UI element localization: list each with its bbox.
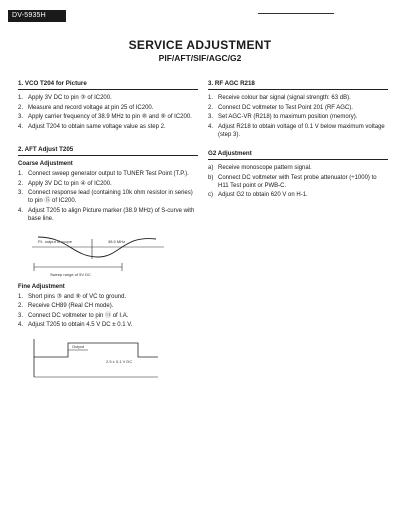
list-item (208, 113, 388, 121)
step-text: Adjust T204 to obtain same voltage value as step 2. (28, 123, 166, 130)
rf-agc-steps (208, 94, 388, 139)
step-number: 4. (18, 322, 24, 328)
list-item (208, 94, 388, 102)
step-text: Receive CH89 (Real CH mode). (28, 303, 114, 309)
step-text: Receive monoscope pattern signal. (218, 165, 312, 171)
fine-steps (18, 293, 198, 330)
fine-heading: Fine Adjustment (18, 283, 65, 290)
header-rule (258, 13, 334, 14)
step-text: Connect sweep generator output to TUNER Test Point (T.P.). (28, 171, 189, 177)
list-item (18, 113, 198, 121)
list-item (18, 123, 198, 131)
aft-heading: 2. AFT Adjust T205 (18, 146, 198, 156)
list-item (18, 312, 198, 320)
step-text: Apply 3V DC to pin ④ of IC200. (28, 180, 112, 187)
step-text: Apply carrier frequency of 38.9 MHz to pin ⑧ and ⑨ of IC200. (28, 114, 192, 120)
voltage-value: 2.5 ± 0.1 V DC (106, 359, 133, 364)
step-number: 4. (18, 207, 24, 214)
step-text: Apply 3V DC to pin ③ of IC200. (28, 95, 112, 101)
step-number: 2. (18, 104, 24, 111)
step-number: 3. (18, 312, 24, 319)
step-number: 2. (208, 104, 214, 111)
step-text: Measure and record voltage at pin 25 of IC200. (28, 104, 154, 111)
s-curve-figure (28, 229, 168, 279)
model-tag: DV-5935H (8, 10, 66, 22)
step-text: Receive colour bar signal (signal strength: 63 dB). (218, 95, 351, 101)
g2-steps (208, 164, 388, 199)
list-item (208, 123, 388, 139)
list-item (18, 94, 198, 102)
step-letter: a) (208, 165, 214, 171)
step-number: 1. (18, 171, 24, 177)
rf-agc-heading: 3. RF AGC R218 (208, 80, 388, 90)
step-text: Adjust T205 to obtain 4.5 V DC ± 0.1 V. (28, 322, 133, 328)
coarse-heading: Coarse Adjustment (18, 161, 73, 167)
right-column (208, 80, 388, 201)
list-item (18, 293, 198, 301)
step-number: 2. (18, 303, 24, 309)
vco-heading: 1. VCO T204 for Picture (18, 80, 198, 90)
list-item (18, 207, 198, 223)
coarse-steps (18, 170, 198, 223)
list-item (18, 104, 198, 112)
list-item (18, 189, 198, 205)
step-number: 1. (18, 95, 24, 101)
voltage-figure (28, 335, 168, 379)
step-number: 3. (18, 190, 24, 196)
scope-label: P.I. output of scope (38, 238, 72, 244)
list-item (208, 104, 388, 112)
left-column (18, 80, 198, 383)
output-label: Output (72, 344, 85, 349)
list-item (208, 174, 388, 190)
list-item (18, 180, 198, 188)
step-number: 1. (208, 95, 214, 101)
step-text: Adjust R218 to obtain voltage of 0.1 V below maximum voltage (step 3). (218, 123, 385, 138)
step-text: Set AGC-VR (R218) to maximum position (memory). (218, 114, 358, 120)
range-caption: Sweep range of 5V DC (50, 271, 91, 277)
list-item (208, 191, 388, 199)
step-text: Connect DC voltmeter to Test Point 201 (RF AGC). (218, 104, 353, 111)
step-number: 3. (18, 114, 24, 120)
g2-heading: G2 Adjustment (208, 150, 388, 160)
vco-steps (18, 94, 198, 131)
page-subtitle: PIF/AFT/SIF/AGC/G2 (158, 53, 242, 63)
step-number: 4. (18, 123, 24, 130)
step-number: 3. (208, 114, 214, 120)
step-text: Connect DC voltmeter to pin ⑬ of I.A. (28, 312, 129, 319)
step-letter: b) (208, 174, 214, 181)
step-number: 2. (18, 180, 24, 187)
page-title: SERVICE ADJUSTMENT (128, 38, 272, 52)
list-item (208, 164, 388, 172)
list-item (18, 302, 198, 310)
marker-label: 38.9 MHz (108, 238, 126, 244)
step-number: 4. (208, 123, 214, 130)
step-text: Adjust G2 to obtain 620 V on H-1. (218, 192, 308, 198)
voltage-trace (34, 343, 158, 357)
step-text: Connect DC voltmeter with Test probe attenuator (÷1000) to H11 Test point or PWB-C. (218, 174, 377, 189)
step-text: Adjust T205 to align Picture marker (38.9 MHz) of S-curve with base line. (28, 207, 195, 222)
list-item (18, 321, 198, 329)
list-item (18, 170, 198, 178)
step-text: Short pins ③ and ⑨ of VC to ground. (28, 293, 127, 300)
step-letter: c) (208, 192, 213, 198)
step-number: 1. (18, 293, 24, 300)
step-text: Connect response lead (containing 10k ohm resistor in series) to pin ⑮ of IC200. (28, 190, 193, 204)
